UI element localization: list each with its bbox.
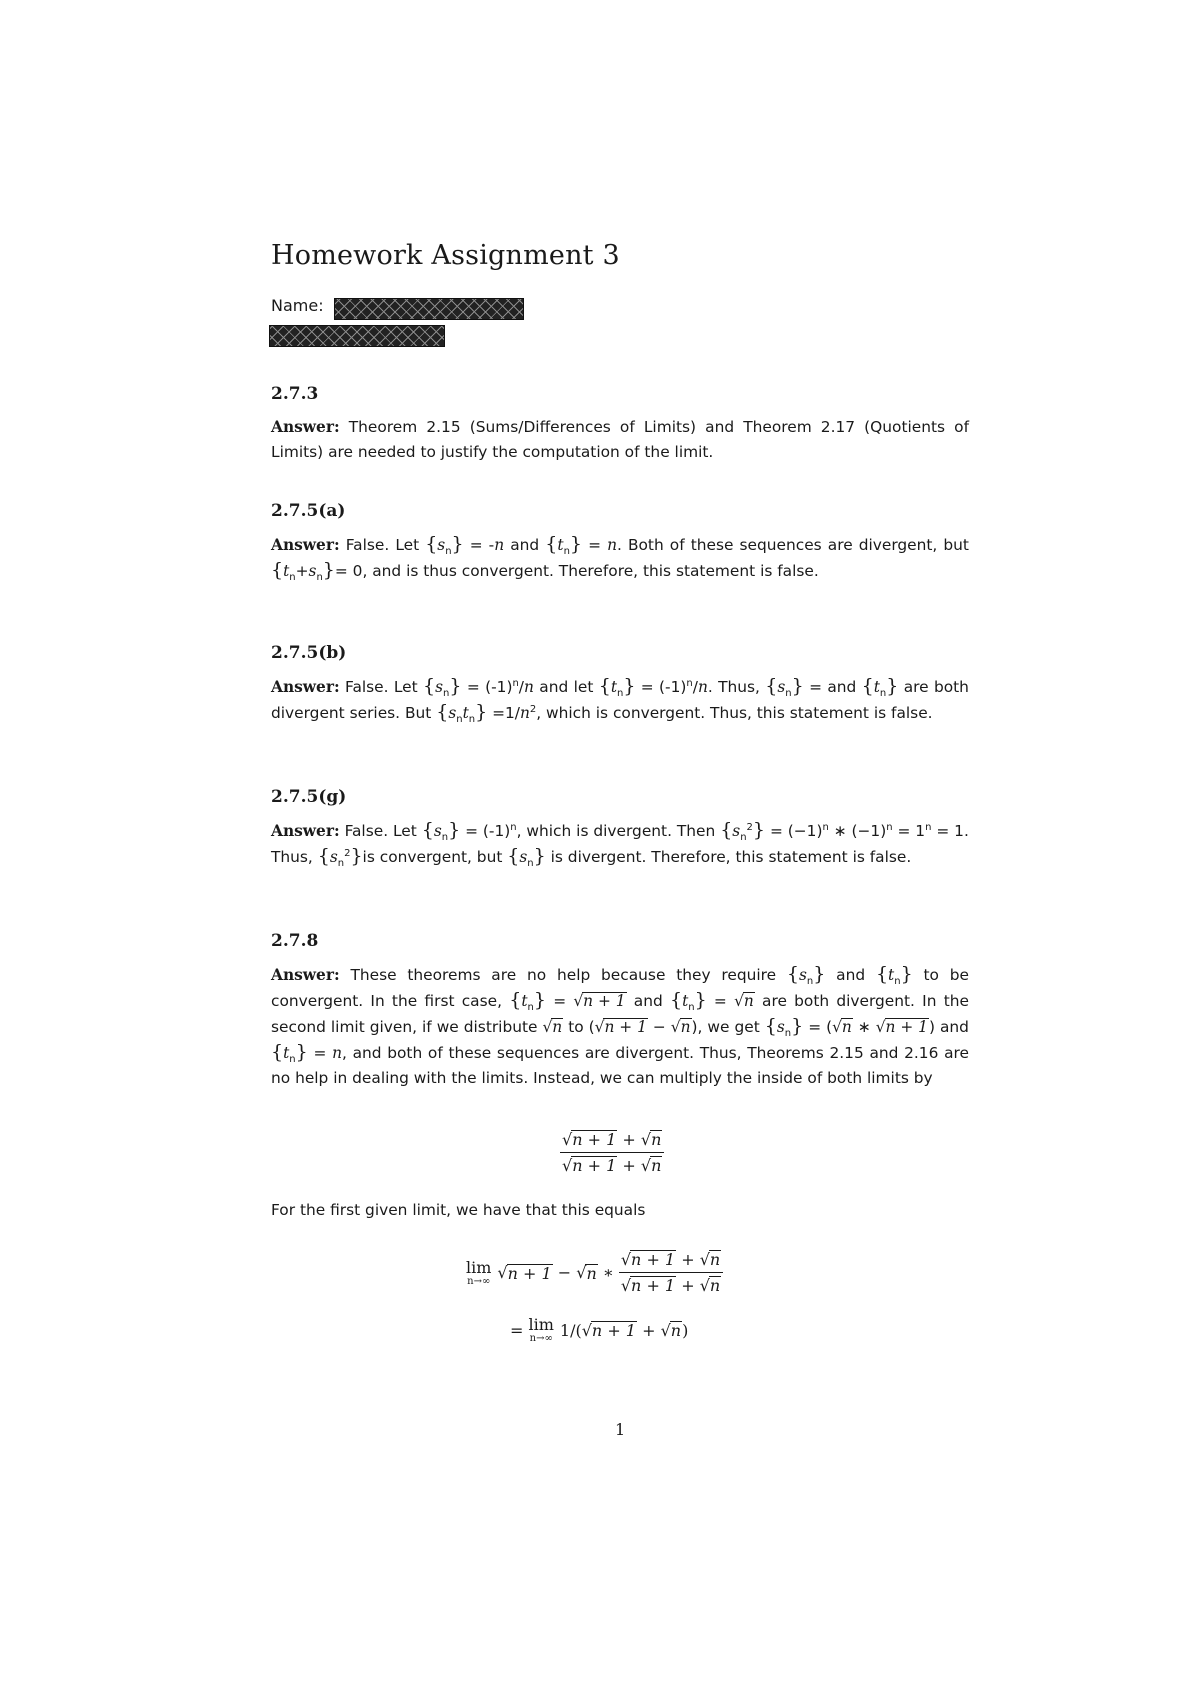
- text-run: ∗: [857, 1018, 871, 1036]
- sqrt-radicand: n: [680, 1018, 691, 1036]
- sqrt-radicand: n: [841, 1018, 852, 1036]
- math-var: n: [607, 536, 617, 554]
- sqrt-radicand: n + 1: [604, 1018, 647, 1036]
- math-var: s: [776, 1018, 785, 1036]
- math-op: +: [622, 1156, 636, 1175]
- answer-label: Answer:: [271, 678, 340, 696]
- math-sub: n: [527, 858, 534, 870]
- math-sup: n: [925, 821, 932, 833]
- followup-paragraph: [271, 1198, 969, 1223]
- radical-sign: √: [581, 1320, 592, 1340]
- brace: {: [765, 675, 778, 697]
- sqrt-radicand: n: [586, 1263, 597, 1283]
- math-var: t: [873, 678, 880, 696]
- sqrt-radicand: n: [670, 1321, 682, 1340]
- math-var: t: [283, 1044, 290, 1062]
- math-sup: 2: [746, 821, 753, 833]
- math-var: t: [682, 992, 689, 1010]
- brace: }: [533, 989, 546, 1011]
- math-sub: n: [617, 688, 624, 700]
- brace: {: [423, 675, 436, 697]
- brace: }: [752, 819, 766, 841]
- brace: }: [694, 989, 707, 1011]
- sqrt-radicand: n: [709, 1250, 721, 1269]
- math-var: n: [519, 704, 530, 722]
- radical-sign: √: [875, 1018, 886, 1036]
- math-sub: n: [806, 976, 814, 988]
- fraction: [619, 1250, 723, 1295]
- brace: }: [791, 1015, 804, 1037]
- redacted-id-block: [269, 325, 445, 347]
- math-sub: n: [688, 1002, 695, 1014]
- math-sup: n: [512, 677, 519, 689]
- math-var: t: [521, 992, 528, 1010]
- math-sub: n: [785, 688, 792, 700]
- sqrt-radicand: n + 1: [885, 1018, 928, 1036]
- brace: {: [875, 963, 889, 985]
- brace: {: [720, 819, 733, 841]
- brace: }: [900, 963, 913, 985]
- math-var: n: [494, 536, 505, 554]
- math-var: s: [437, 536, 446, 554]
- brace: {: [421, 819, 434, 841]
- answer-text: Answer: False. Let $\{s_n\} = (-1)^n/n$ and let $\{t_n\} = (-1)^n/n$. Thus, $\{s_n\}$ = and $\{t_n\}$ are both divergent series. But $\{s_nt_n\} =1/n^2$, which is convergent. Thus, this statement is false.: [271, 675, 969, 726]
- problem-2-7-5a: [271, 501, 969, 584]
- math-sup: 2: [344, 847, 351, 859]
- math-op: +: [681, 1250, 695, 1269]
- text-run: =: [713, 992, 727, 1010]
- text-run: ) and: [928, 1018, 969, 1036]
- math-var: t: [283, 562, 290, 580]
- math-var: s: [799, 966, 807, 984]
- radical-sign: √: [562, 1130, 573, 1149]
- sqrt-radicand: n + 1: [583, 992, 626, 1010]
- text-run: and let: [539, 678, 594, 696]
- display-fraction: [560, 1130, 664, 1175]
- math-var: s: [435, 678, 444, 696]
- radical-sign: √: [640, 1156, 652, 1175]
- math-var: t: [888, 966, 895, 984]
- text-run: = -: [469, 536, 495, 554]
- page-number: 1: [615, 1420, 626, 1439]
- brace: }: [791, 675, 804, 697]
- math-sup: n: [822, 821, 829, 833]
- text-run: =: [313, 1044, 327, 1062]
- brace: }: [475, 701, 488, 723]
- brace: {: [764, 1015, 777, 1037]
- math-var: s: [308, 562, 317, 580]
- math-op: −: [557, 1263, 572, 1282]
- brace: {: [271, 1041, 284, 1063]
- problem-heading: 2.7.5(a): [271, 501, 346, 521]
- radical-sign: √: [640, 1130, 652, 1149]
- text-run: =: [553, 992, 567, 1010]
- problem-heading: 2.7.3: [271, 384, 319, 404]
- sqrt-radicand: n: [552, 1018, 563, 1036]
- brace: {: [436, 701, 449, 723]
- math-op: =: [510, 1320, 524, 1340]
- sqrt-radicand: n + 1: [631, 1276, 676, 1295]
- math-sup: n: [510, 821, 517, 833]
- fraction-numerator: [619, 1250, 723, 1273]
- brace: }: [533, 845, 546, 867]
- brace: {: [507, 845, 520, 867]
- text-run: = (−1): [769, 822, 823, 840]
- math-sub: n: [337, 858, 345, 870]
- text-run: = 1. Thus,: [271, 822, 969, 866]
- math-var: t: [557, 536, 564, 554]
- math-sub: n: [563, 546, 570, 558]
- math-sub: n: [441, 832, 449, 844]
- limit-operator: [529, 1316, 554, 1344]
- text-run: to (: [568, 1018, 595, 1036]
- text-run: . Both of these sequences are divergent, but: [617, 536, 969, 554]
- math-sub: n: [740, 832, 747, 844]
- text-run: = and: [809, 678, 857, 696]
- math-sub: n: [316, 572, 323, 584]
- answer-label: Answer:: [271, 418, 340, 436]
- lim-subscript: n→∞: [467, 1275, 491, 1287]
- text-run: to be convergent. In the first case,: [271, 966, 969, 1010]
- lim-word: lim: [466, 1257, 492, 1277]
- radical-sign: √: [594, 1018, 605, 1036]
- math-text: 1/(: [559, 1320, 582, 1340]
- text-run: ), we get: [691, 1018, 760, 1036]
- math-var: s: [519, 848, 528, 866]
- fraction-numerator: [560, 1130, 664, 1153]
- text-run: = 0, and is thus convergent. Therefore, this statement is false.: [334, 562, 819, 580]
- text-run: , which is convergent. Thus, this statement is false.: [536, 704, 933, 722]
- problem-2-7-5b: [271, 643, 969, 726]
- text-run: and: [836, 966, 866, 984]
- math-var: s: [732, 822, 741, 840]
- answer-text: [271, 962, 969, 1091]
- brace: {: [425, 533, 438, 555]
- limit-expression-2: [510, 1316, 688, 1344]
- page-title: Homework Assignment 3: [271, 240, 620, 271]
- text-run: =1/: [492, 704, 520, 722]
- radical-sign: √: [734, 992, 744, 1010]
- sqrt-radicand: n + 1: [591, 1321, 636, 1340]
- fraction-denominator: [560, 1153, 664, 1175]
- brace: {: [669, 989, 683, 1011]
- brace: {: [271, 559, 284, 581]
- lim-subscript: n→∞: [529, 1333, 553, 1344]
- text-run: = (-1): [640, 678, 687, 696]
- math-sub: n: [289, 572, 296, 584]
- problem-2-7-3: [271, 384, 969, 465]
- lim-word: lim: [528, 1315, 554, 1334]
- math-op: +: [681, 1276, 695, 1295]
- radical-sign: √: [832, 1018, 842, 1036]
- sqrt-radicand: n + 1: [572, 1156, 617, 1175]
- brace: }: [451, 533, 464, 555]
- radical-sign: √: [562, 1156, 573, 1175]
- brace: {: [598, 675, 611, 697]
- text-run: . Thus,: [707, 678, 760, 696]
- brace: }: [295, 1041, 308, 1063]
- brace: }: [886, 675, 899, 697]
- brace: }: [569, 533, 583, 555]
- math-sub: n: [456, 714, 463, 726]
- answer-label: Answer:: [271, 536, 340, 554]
- answer-label: Answer:: [271, 966, 340, 984]
- sqrt-radicand: n: [651, 1130, 662, 1149]
- text-run: are both divergent series. But: [271, 678, 969, 722]
- sqrt-radicand: n: [743, 992, 754, 1010]
- limit-expression-1: [466, 1250, 723, 1295]
- math-sub: n: [289, 1054, 296, 1066]
- math-sup: 2: [529, 703, 537, 715]
- math-sub: n: [527, 1002, 534, 1014]
- text-run: False. Let: [344, 822, 417, 840]
- brace: }: [623, 675, 636, 697]
- problem-2-7-8: [271, 931, 969, 1091]
- math-var: s: [433, 822, 442, 840]
- brace: {: [545, 533, 558, 555]
- math-var: n: [697, 678, 708, 696]
- text-run: = (: [808, 1018, 833, 1036]
- problem-heading: 2.7.5(g): [271, 787, 347, 807]
- math-op: +: [642, 1320, 656, 1340]
- math-var: n: [523, 678, 534, 696]
- text-run: is divergent. Therefore, this statement is false.: [550, 848, 912, 866]
- brace: {: [861, 675, 874, 697]
- text-run: , and both of these sequences are divergent. Thus, Theorems 2.15 and 2.16 are no help in dealing with the limits. Instead, we can multiply the inside of both limits by: [271, 1044, 969, 1087]
- brace: }: [322, 559, 335, 581]
- text-run: , which is divergent. Then: [516, 822, 716, 840]
- math-sup: n: [686, 677, 693, 689]
- answer-text: [271, 818, 969, 870]
- math-sub: n: [443, 688, 450, 700]
- text-run: ∗ (−1): [833, 822, 887, 840]
- math-var: n: [332, 1044, 342, 1062]
- radical-sign: √: [670, 1018, 681, 1036]
- text-run: −: [652, 1018, 666, 1036]
- math-text: ): [682, 1320, 689, 1340]
- brace: {: [786, 963, 800, 985]
- math-sub: n: [879, 688, 887, 700]
- sqrt-radicand: n + 1: [631, 1250, 676, 1269]
- text-run: = (-1): [466, 678, 513, 696]
- name-label: Name:: [271, 296, 324, 315]
- math-sub: n: [445, 546, 452, 558]
- math-var: s: [777, 678, 786, 696]
- answer-label: Answer:: [271, 822, 340, 840]
- radical-sign: √: [620, 1276, 632, 1295]
- sqrt-radicand: n: [651, 1156, 662, 1175]
- text-run: is convergent, but: [362, 848, 503, 866]
- text-run: and: [633, 992, 663, 1010]
- problem-2-7-5g: [271, 787, 969, 870]
- math-var: t: [610, 678, 617, 696]
- fraction: [560, 1130, 664, 1175]
- brace: }: [449, 675, 462, 697]
- brace: {: [509, 989, 522, 1011]
- brace: }: [813, 963, 826, 985]
- text-run: =: [588, 536, 601, 554]
- sqrt-radicand: n + 1: [507, 1263, 552, 1283]
- answer-text: [271, 532, 969, 584]
- answer-body: Theorem 2.15 (Sums/Differences of Limits) and Theorem 2.17 (Quotients of Limits) are needed to justify the computation of the limit.: [271, 418, 969, 461]
- brace: }: [350, 845, 363, 867]
- text-run: and: [510, 536, 540, 554]
- radical-sign: √: [660, 1320, 671, 1340]
- radical-sign: √: [620, 1250, 632, 1269]
- sqrt-radicand: n: [709, 1276, 721, 1295]
- radical-sign: √: [497, 1263, 508, 1282]
- math-var: s: [329, 848, 338, 866]
- followup-text: For the first given limit, we have that this equals: [271, 1201, 646, 1219]
- problem-heading: 2.7.8: [271, 931, 319, 951]
- math-sub: n: [784, 1028, 792, 1040]
- sqrt-radicand: n + 1: [572, 1130, 617, 1149]
- math-var: t: [462, 704, 469, 722]
- math-sub: n: [894, 976, 901, 988]
- problem-heading: 2.7.5(b): [271, 643, 347, 663]
- math-var: s: [448, 704, 457, 722]
- text-run: False. Let: [345, 678, 418, 696]
- math-op: ∗: [602, 1263, 614, 1282]
- math-sup: n: [886, 821, 893, 833]
- math-op: +: [622, 1130, 636, 1149]
- fraction-denominator: [619, 1273, 723, 1295]
- math-sub: n: [468, 714, 476, 726]
- answer-text: [271, 415, 969, 465]
- radical-sign: √: [699, 1250, 710, 1269]
- text-run: False. Let: [345, 536, 420, 554]
- text-run: = (-1): [465, 822, 511, 840]
- radical-sign: √: [699, 1276, 710, 1295]
- text-run: are both divergent. In the second limit given, if we distribute: [271, 992, 969, 1036]
- radical-sign: √: [576, 1263, 587, 1282]
- brace: }: [448, 819, 461, 841]
- math-op: +: [295, 562, 309, 580]
- brace: {: [317, 845, 330, 867]
- radical-sign: √: [542, 1018, 553, 1036]
- text-run: These theorems are no help because they require: [350, 966, 777, 984]
- radical-sign: √: [573, 992, 584, 1010]
- limit-operator: [466, 1259, 491, 1287]
- redacted-name-block: [334, 298, 524, 320]
- text-run: = 1: [897, 822, 926, 840]
